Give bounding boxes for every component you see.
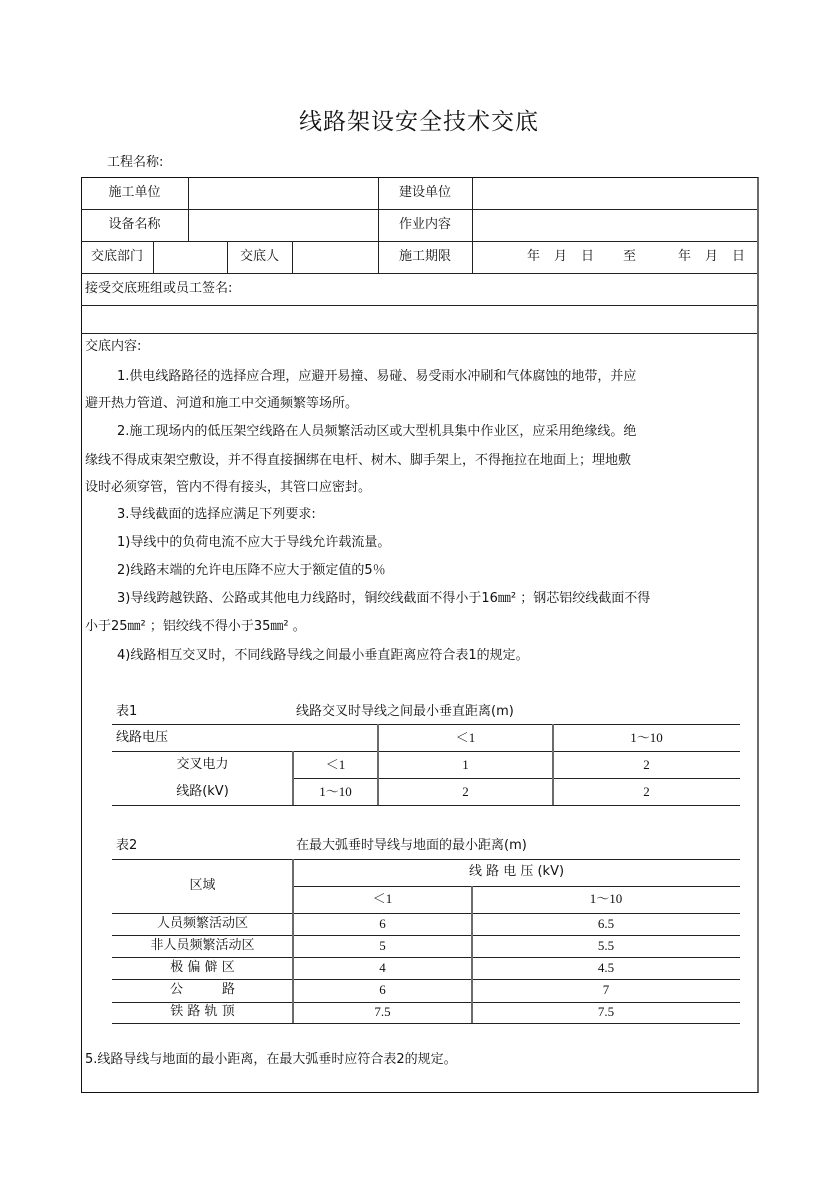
table2-cell: 7.5 bbox=[374, 1004, 391, 1019]
table2-cell: 5.5 bbox=[597, 938, 615, 953]
briefing-dept-label: 交底部门 bbox=[90, 249, 143, 264]
content-line: 设时必须穿管，管内不得有接头，其管口应密封。 bbox=[85, 480, 372, 495]
col-divider bbox=[153, 241, 154, 273]
table1-row-voltage: 1～10 bbox=[319, 784, 352, 799]
table1-group-label: 线路(kV) bbox=[176, 784, 229, 799]
content-line: 3)导线跨越铁路、公路或其他电力线路时，铜绞线截面不得小于16㎜² ；钢芯铝绞线截面不得 bbox=[117, 591, 651, 606]
row-divider bbox=[81, 305, 757, 306]
row-divider bbox=[81, 333, 757, 334]
table1-cell: 2 bbox=[462, 784, 469, 799]
page-title: 线路架设安全技术交底 bbox=[299, 109, 539, 135]
table1-cell: 1 bbox=[462, 757, 469, 772]
table2-cell: 5 bbox=[379, 938, 386, 953]
table2-rule bbox=[112, 1002, 740, 1003]
builder-unit-label: 建设单位 bbox=[398, 185, 451, 200]
table1-rule bbox=[293, 778, 740, 779]
briefer-label: 交底人 bbox=[239, 249, 279, 264]
table2-row-area: 极 偏 僻 区 bbox=[170, 960, 235, 975]
table2-rule bbox=[293, 886, 740, 887]
table2-cell: 4.5 bbox=[597, 960, 615, 975]
table2-rule bbox=[112, 913, 740, 914]
table2-cell: 7 bbox=[602, 982, 610, 997]
table2-rule bbox=[112, 1023, 740, 1024]
table1-cell: 2 bbox=[643, 757, 650, 772]
table2-col-header: ＜1 bbox=[372, 891, 393, 906]
content-line: 避开热力管道、河道和施工中交通频繁等场所。 bbox=[85, 396, 359, 411]
row-divider bbox=[81, 209, 757, 210]
table2-row-area: 人员频繁活动区 bbox=[156, 916, 248, 931]
table1-col-header: 1～10 bbox=[630, 730, 663, 745]
content-footer-line: 5.线路导线与地面的最小距离，在最大弧垂时应符合表2的规定。 bbox=[85, 1052, 457, 1067]
period-end-day: 日 bbox=[732, 249, 746, 264]
signature-label: 接受交底班组或员工签名: bbox=[85, 281, 233, 296]
col-divider bbox=[292, 241, 293, 273]
content-label: 交底内容: bbox=[85, 339, 142, 354]
period-to: 至 bbox=[623, 249, 637, 264]
briefing-form-frame bbox=[81, 177, 759, 1093]
table1-label: 表1 bbox=[116, 704, 138, 719]
content-line: 2.施工现场内的低压架空线路在人员频繁活动区或大型机具集中作业区，应采用绝缘线。绝 bbox=[117, 424, 637, 439]
table2-cell: 7.5 bbox=[597, 1004, 615, 1019]
content-line: 4)线路相互交叉时，不同线路导线之间最小垂直距离应符合表1的规定。 bbox=[117, 648, 529, 663]
table2-rule bbox=[112, 979, 740, 980]
table2-voltage-header: 线 路 电 压 (kV) bbox=[468, 864, 565, 879]
table2-area-header: 区域 bbox=[189, 878, 216, 893]
table2-col-header: 1～10 bbox=[589, 891, 623, 906]
period-start-day: 日 bbox=[581, 249, 595, 264]
table1-rule bbox=[112, 751, 740, 752]
period-end-year: 年 bbox=[678, 249, 692, 264]
table2-rule bbox=[112, 957, 740, 958]
table1-col-header: ＜1 bbox=[455, 730, 476, 745]
content-line: 2)线路末端的允许电压降不应大于额定值的5％ bbox=[117, 563, 386, 578]
period-end-month: 月 bbox=[705, 249, 719, 264]
period-label: 施工期限 bbox=[398, 249, 451, 264]
period-start-month: 月 bbox=[554, 249, 568, 264]
table1-rule bbox=[112, 805, 740, 806]
table1-group-label: 交叉电力 bbox=[176, 757, 229, 772]
col-divider bbox=[188, 177, 189, 241]
table1-header-voltage: 线路电压 bbox=[116, 730, 169, 745]
content-line: 3.导线截面的选择应满足下列要求: bbox=[117, 507, 316, 522]
table2-row-area: 公 路 bbox=[169, 982, 235, 997]
row-divider bbox=[81, 273, 757, 274]
table2-cell: 6 bbox=[379, 916, 386, 931]
row-divider bbox=[81, 241, 757, 242]
content-line: 1)导线中的负荷电流不应大于导线允许载流量。 bbox=[117, 535, 391, 550]
table2-rule bbox=[112, 859, 740, 860]
table2-row-area: 铁 路 轨 顶 bbox=[170, 1004, 235, 1019]
construction-unit-label: 施工单位 bbox=[108, 185, 161, 200]
table1-cell: 2 bbox=[643, 784, 650, 799]
table2-rule bbox=[112, 935, 740, 936]
col-divider bbox=[472, 177, 473, 273]
table2-label: 表2 bbox=[116, 838, 138, 853]
table1-rule bbox=[112, 724, 740, 725]
table2-cell: 4 bbox=[379, 960, 386, 975]
content-line: 1.供电线路路径的选择应合理，应避开易撞、易碰、易受雨水冲刷和气体腐蚀的地带，并应 bbox=[117, 369, 637, 384]
table2-row-area: 非人员频繁活动区 bbox=[150, 938, 255, 953]
equipment-name-label: 设备名称 bbox=[108, 217, 161, 232]
work-content-label: 作业内容 bbox=[398, 217, 451, 232]
content-line: 缘线不得成束架空敷设，并不得直接捆绑在电杆、树木、脚手架上，不得拖拉在地面上；埋地敷 bbox=[85, 453, 632, 468]
table1-row-voltage: ＜1 bbox=[325, 757, 346, 772]
table2-cell: 6.5 bbox=[597, 916, 615, 931]
content-line: 小于25㎜² ；铝绞线不得小于35㎜² 。 bbox=[85, 619, 306, 634]
project-name-label: 工程名称: bbox=[107, 155, 164, 170]
table2-cell: 6 bbox=[379, 982, 386, 997]
table1-caption: 线路交叉时导线之间最小垂直距离(m) bbox=[296, 704, 514, 719]
period-start-year: 年 bbox=[527, 249, 541, 264]
table2-caption: 在最大弧垂时导线与地面的最小距离(m) bbox=[296, 838, 527, 853]
